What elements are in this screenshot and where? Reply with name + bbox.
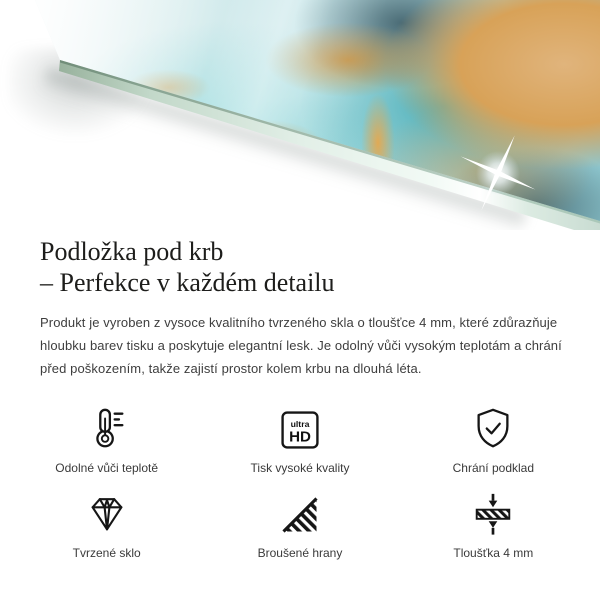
feature-label: Tvrzené sklo bbox=[72, 546, 141, 560]
thermometer-icon bbox=[84, 406, 130, 452]
feature-label: Tisk vysoké kvality bbox=[250, 461, 350, 475]
shield-check-icon bbox=[470, 406, 516, 452]
feature-polished-edges bbox=[203, 491, 396, 560]
feature-protects-surface bbox=[397, 406, 590, 475]
feature-label: Tloušťka 4 mm bbox=[453, 546, 534, 560]
diamond-icon bbox=[84, 491, 130, 537]
thickness-icon bbox=[470, 491, 516, 537]
page-title bbox=[40, 236, 560, 298]
sparkle-icon bbox=[453, 128, 543, 218]
feature-label: Chrání podklad bbox=[452, 461, 535, 475]
feature-label: Odolné vůči teplotě bbox=[55, 461, 159, 475]
feature-print-quality bbox=[203, 406, 396, 475]
ultra-hd-badge-top: ultra bbox=[290, 418, 310, 429]
page-title-line2: – Perfekce v každém detailu bbox=[40, 268, 335, 297]
beveled-edges-icon bbox=[278, 493, 322, 537]
feature-thickness bbox=[397, 491, 590, 560]
product-description: Produkt je vyroben z vysoce kvalitního tvrzeného skla o tloušťce 4 mm, které zdůrazňuje hloubku barev tisku a poskytuje elegantní lesk. Je odolný vůči vysokým teplotám a chrání před poškozením, takže zajistí prostor kolem krbu na dlouhá léta. bbox=[40, 315, 562, 376]
product-photo bbox=[0, 0, 600, 230]
feature-tempered-glass bbox=[10, 491, 203, 560]
ultra-hd-icon bbox=[278, 408, 322, 452]
feature-grid bbox=[10, 406, 590, 560]
ultra-hd-badge-bottom: HD bbox=[289, 428, 311, 446]
feature-label: Broušené hrany bbox=[257, 546, 343, 560]
feature-heat-resistant bbox=[10, 406, 203, 475]
page-title-line1: Podložka pod krb bbox=[40, 237, 224, 266]
